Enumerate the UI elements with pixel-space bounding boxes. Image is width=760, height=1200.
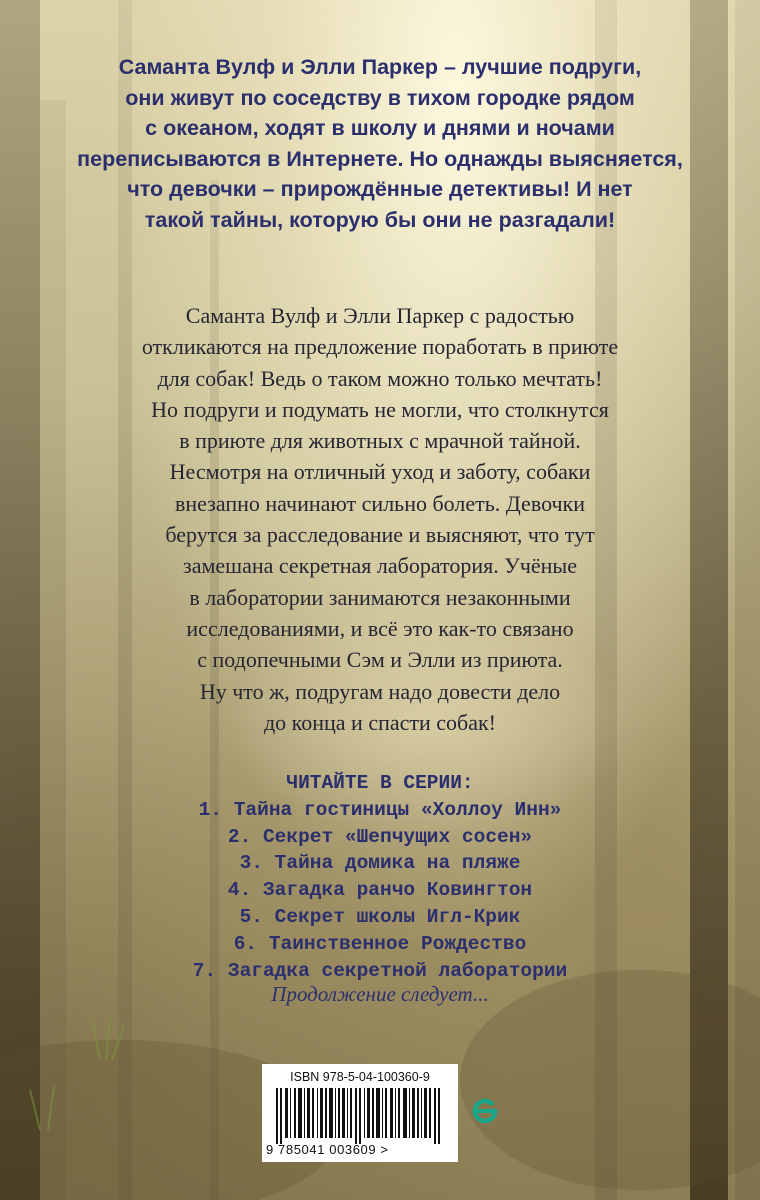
series-book-item: 3. Тайна домика на пляже — [239, 852, 521, 875]
description-line: Несмотря на отличный уход и заботу, собаки — [169, 459, 591, 485]
description-line: для собак! Ведь о таком можно только мечтать! — [157, 365, 603, 391]
description-line: замешана секретная лаборатория. Учёные — [183, 553, 577, 579]
series-heading: ЧИТАЙТЕ В СЕРИИ: — [286, 772, 474, 794]
series-book-item: 4. Загадка ранчо Ковингтон — [227, 879, 533, 902]
series-book-item: 5. Секрет школы Игл-Крик — [239, 905, 521, 928]
book-description — [70, 300, 690, 738]
series-list — [80, 770, 680, 984]
description-line: берутся за расследование и выясняют, что тут — [165, 522, 595, 548]
isbn-label: ISBN 978-5-04-100360-9 — [290, 1070, 430, 1084]
series-book-item: 7. Загадка секретной лаборатории — [192, 959, 568, 982]
description-line: до конца и спасти собак! — [263, 709, 497, 735]
series-book-item: 2. Секрет «Шепчущих сосен» — [227, 825, 533, 848]
series-book-item: 6. Таинственное Рождество — [233, 932, 527, 955]
blurb-line: такой тайны, которую бы они не разгадали! — [144, 207, 616, 232]
barcode-bars — [276, 1088, 446, 1144]
blurb-line: что девочки – прирождённые детективы! И нет — [127, 177, 633, 201]
description-line: Но подруги и подумать не могли, что столкнутся — [151, 396, 609, 422]
description-line: исследованиями, и всё это как-то связано — [186, 615, 574, 641]
intro-blurb — [50, 52, 710, 235]
description-line: Саманта Вулф и Элли Паркер с радостью — [185, 303, 575, 328]
barcode-digits: 9 785041 003609 > — [266, 1142, 389, 1157]
description-line: внезапно начинают сильно болеть. Девочки — [174, 490, 586, 516]
description-line: Ну что ж, подругам надо довести дело — [199, 678, 561, 704]
description-line: с подопечными Сэм и Элли из приюта. — [197, 647, 563, 673]
blurb-line: переписываются в Интернете. Но однажды выясняется, — [77, 146, 683, 171]
blurb-line: с океаном, ходят в школу и днями и ночами — [145, 116, 615, 140]
description-line: в приюте для животных с мрачной тайной. — [179, 428, 581, 454]
isbn-barcode — [262, 1064, 458, 1162]
continued-note: Продолжение следует... — [271, 982, 489, 1006]
blurb-line: Саманта Вулф и Элли Паркер – лучшие подруги, — [118, 55, 642, 79]
series-book-item: 1. Тайна гостиницы «Холлоу Инн» — [198, 798, 562, 821]
description-line: в лаборатории занимаются незаконными — [189, 584, 571, 610]
blurb-line: они живут по соседству в тихом городке рядом — [125, 85, 635, 110]
description-line: откликаются на предложение поработать в приюте — [141, 334, 619, 360]
publisher-logo-icon — [470, 1096, 500, 1126]
